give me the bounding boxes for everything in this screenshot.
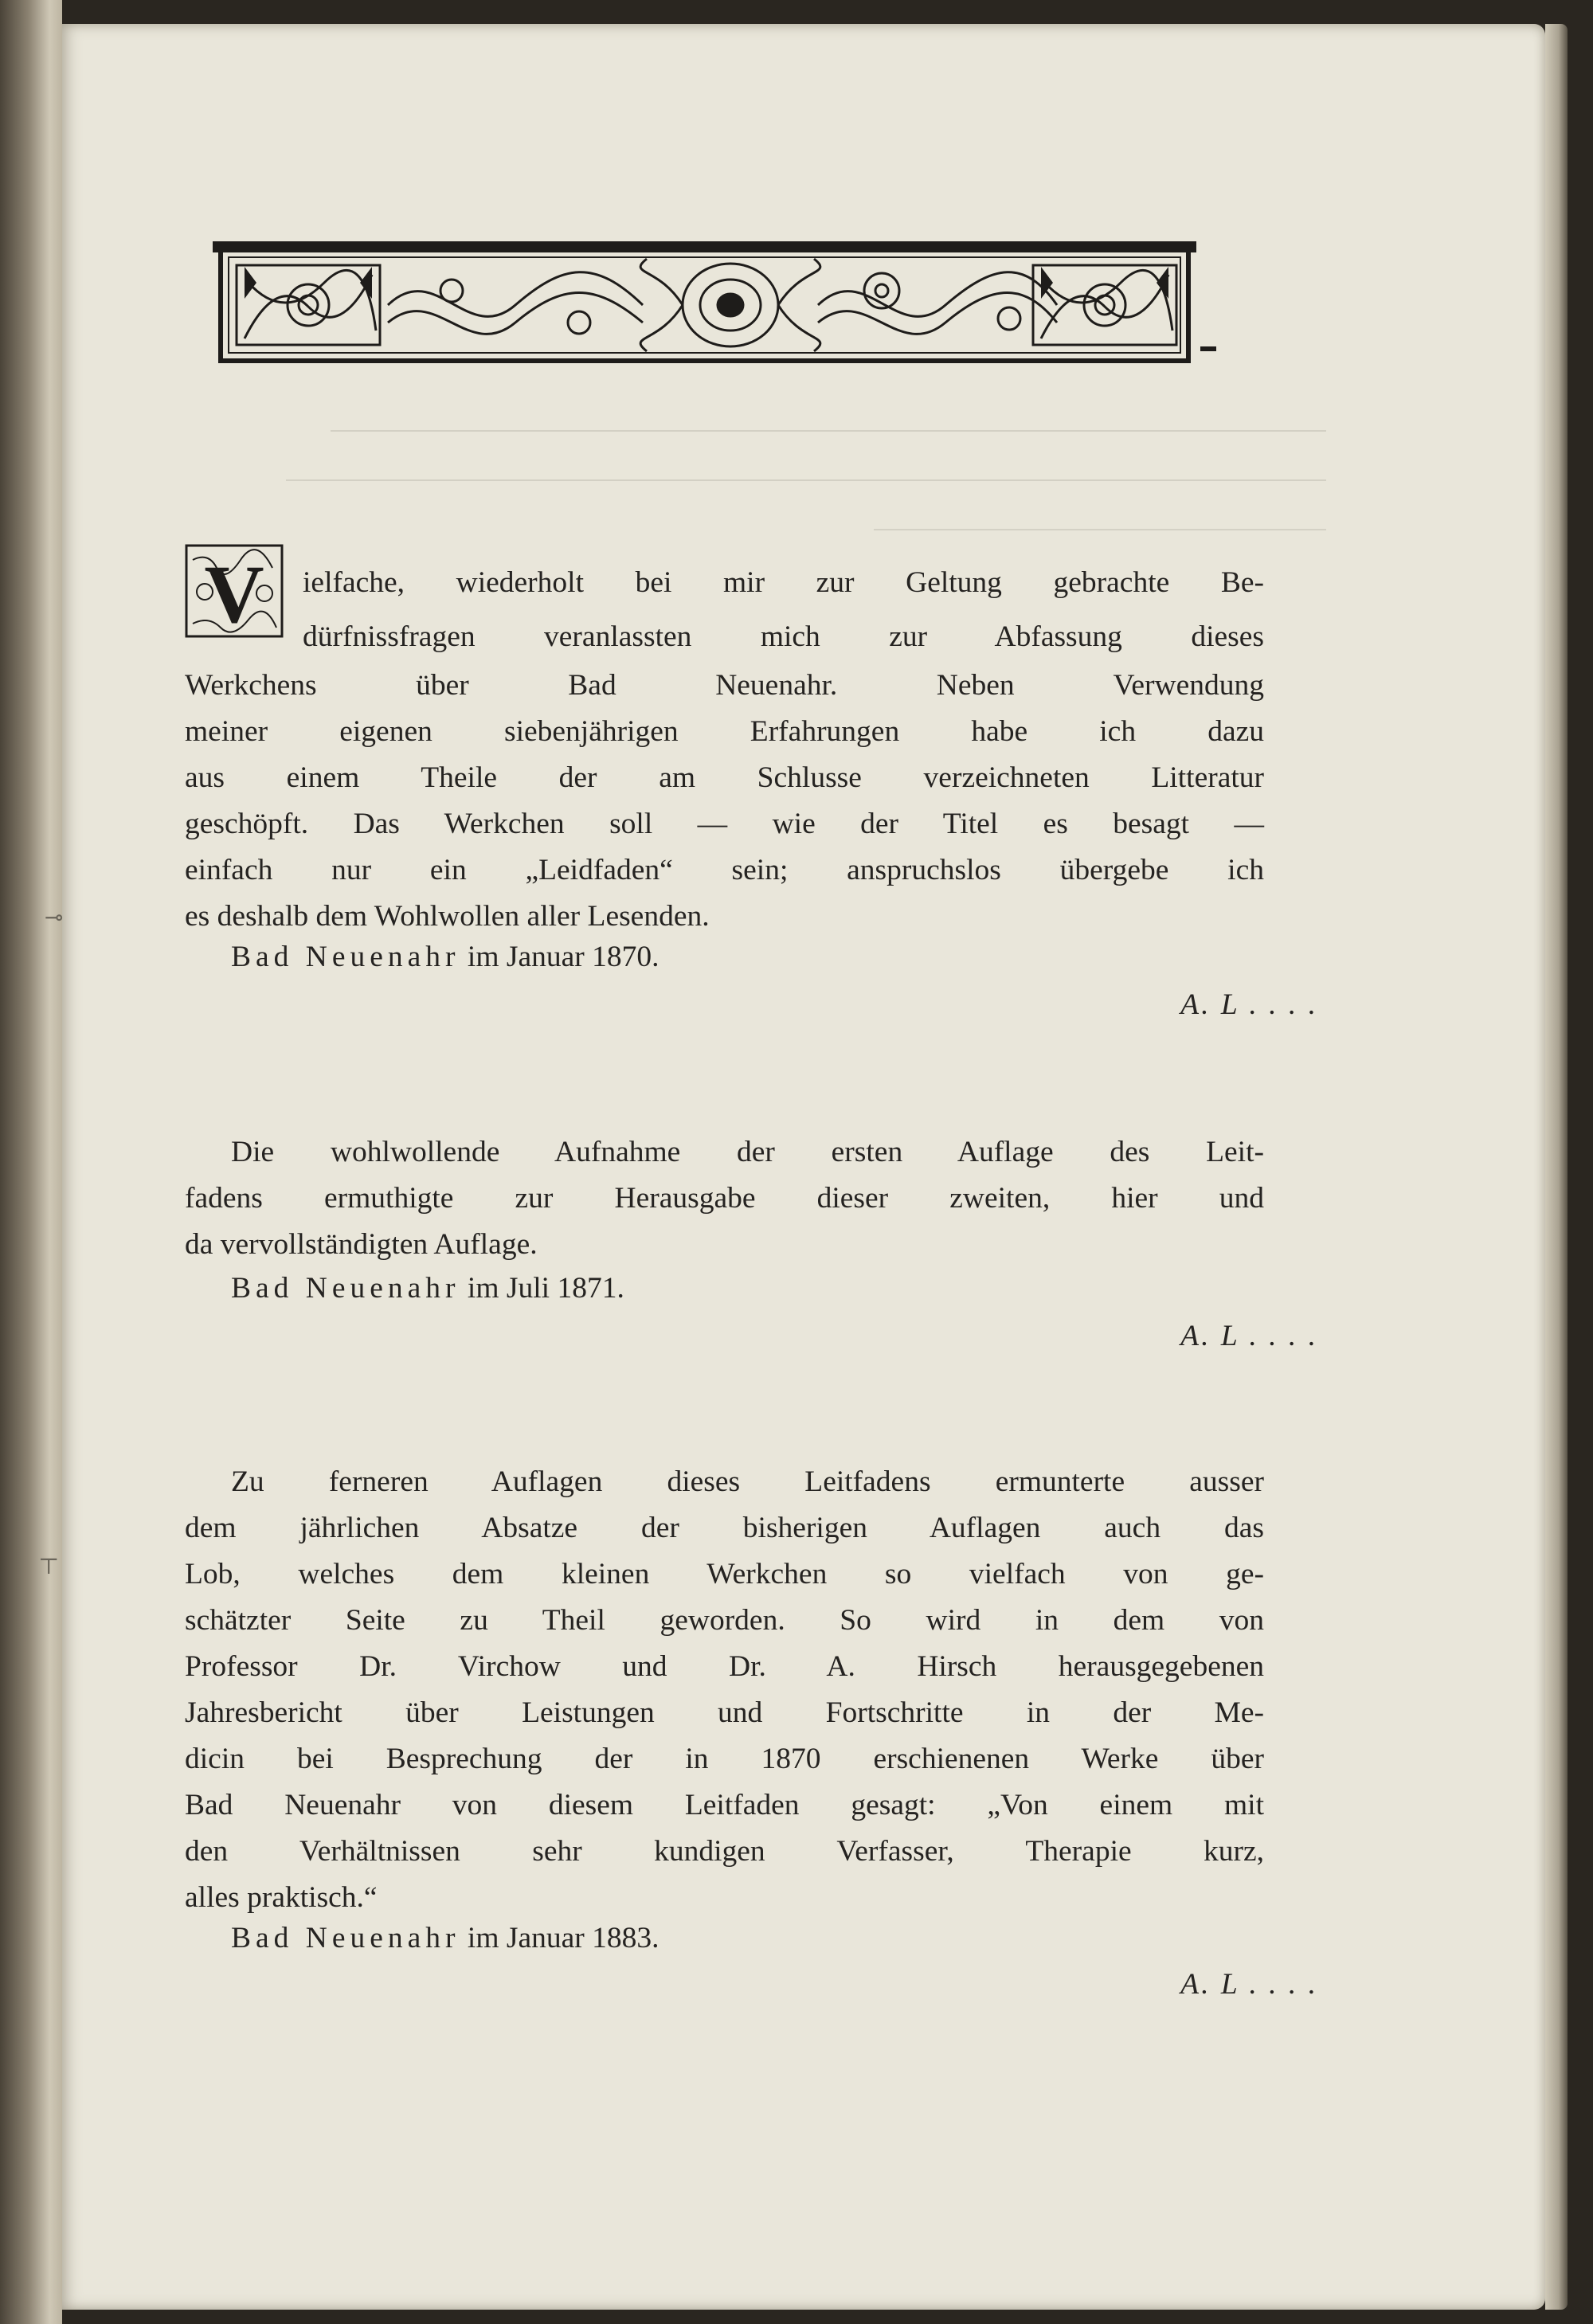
text-line: Zu ferneren Auflagen dieses Leitfadens ermunterte ausser xyxy=(231,1465,1264,1498)
text-line: Professor Dr. Virchow und Dr. A. Hirsch herausgegebenen xyxy=(185,1650,1264,1683)
book-spine-shadow xyxy=(0,0,62,2324)
preface2-dateline xyxy=(231,1271,624,1305)
margin-mark-icon: ⊤ xyxy=(38,1555,60,1579)
initial-letter: V xyxy=(204,549,264,638)
text-line: es deshalb dem Wohlwollen aller Lesenden. xyxy=(185,900,710,933)
text-line: Lob, welches dem kleinen Werkchen so vielfach von ge- xyxy=(185,1558,1264,1590)
text-line: dicin bei Besprechung der in 1870 erschienenen Werke über xyxy=(185,1743,1264,1775)
bleed-through-text xyxy=(195,382,1326,530)
text-line: alles praktisch.“ xyxy=(185,1881,378,1914)
text-line: schätzter Seite zu Theil geworden. So wird in dem von xyxy=(185,1604,1264,1637)
preface1-first-line: ielfache, wiederholt bei mir zur Geltung gebrachte Be- xyxy=(303,566,1264,599)
text-line: Werkchens über Bad Neuenahr. Neben Verwendung xyxy=(185,669,1264,702)
text-line: den Verhältnissen sehr kundigen Verfasser, Therapie kurz, xyxy=(185,1835,1264,1868)
text-line: aus einem Theile der am Schlusse verzeichneten Litteratur xyxy=(185,761,1264,794)
text-line: da vervollständigten Auflage. xyxy=(185,1228,538,1261)
preface3-dateline xyxy=(231,1921,660,1955)
text-line: dem jährlichen Absatze der bisherigen Auflagen auch das xyxy=(185,1512,1264,1544)
decorated-initial-v xyxy=(185,544,284,638)
text-line: einfach nur ein „Leidfaden“ sein; anspruchslos übergebe ich xyxy=(185,854,1264,886)
date-text: im Juli 1871. xyxy=(467,1272,624,1305)
preface2-signature: A. L . . . . xyxy=(1180,1320,1318,1352)
text-line: Bad Neuenahr von diesem Leitfaden gesagt: „Von einem mit xyxy=(185,1789,1264,1821)
place-name: Bad Neuenahr xyxy=(231,941,460,973)
page-edge-right xyxy=(1545,24,1568,2310)
preface1-second-line: dürfnissfragen veranlassten mich zur Abfassung dieses xyxy=(303,620,1264,653)
text-line: fadens ermuthigte zur Herausgabe dieser zweiten, hier und xyxy=(185,1182,1264,1215)
text-line: meiner eigenen siebenjährigen Erfahrungen habe ich dazu xyxy=(185,715,1264,748)
date-text: im Januar 1883. xyxy=(467,1922,660,1954)
date-text: im Januar 1870. xyxy=(467,941,660,973)
margin-mark-icon: ⊸ xyxy=(45,906,64,930)
floral-headpiece-ornament xyxy=(213,227,1248,370)
preface1-signature: A. L . . . . xyxy=(1180,988,1318,1021)
place-name: Bad Neuenahr xyxy=(231,1272,460,1305)
text-line: Die wohlwollende Aufnahme der ersten Auflage des Leit- xyxy=(231,1136,1264,1168)
preface3-body xyxy=(185,1459,1264,1921)
text-line: geschöpft. Das Werkchen soll — wie der Titel es besagt — xyxy=(185,808,1264,840)
preface2-body xyxy=(185,1129,1264,1268)
preface1-dateline xyxy=(231,940,660,974)
text-line: Jahresbericht über Leistungen und Fortschritte in der Me- xyxy=(185,1696,1264,1729)
preface3-signature: A. L . . . . xyxy=(1180,1968,1318,2001)
preface1-body xyxy=(185,663,1264,940)
place-name: Bad Neuenahr xyxy=(231,1922,460,1954)
